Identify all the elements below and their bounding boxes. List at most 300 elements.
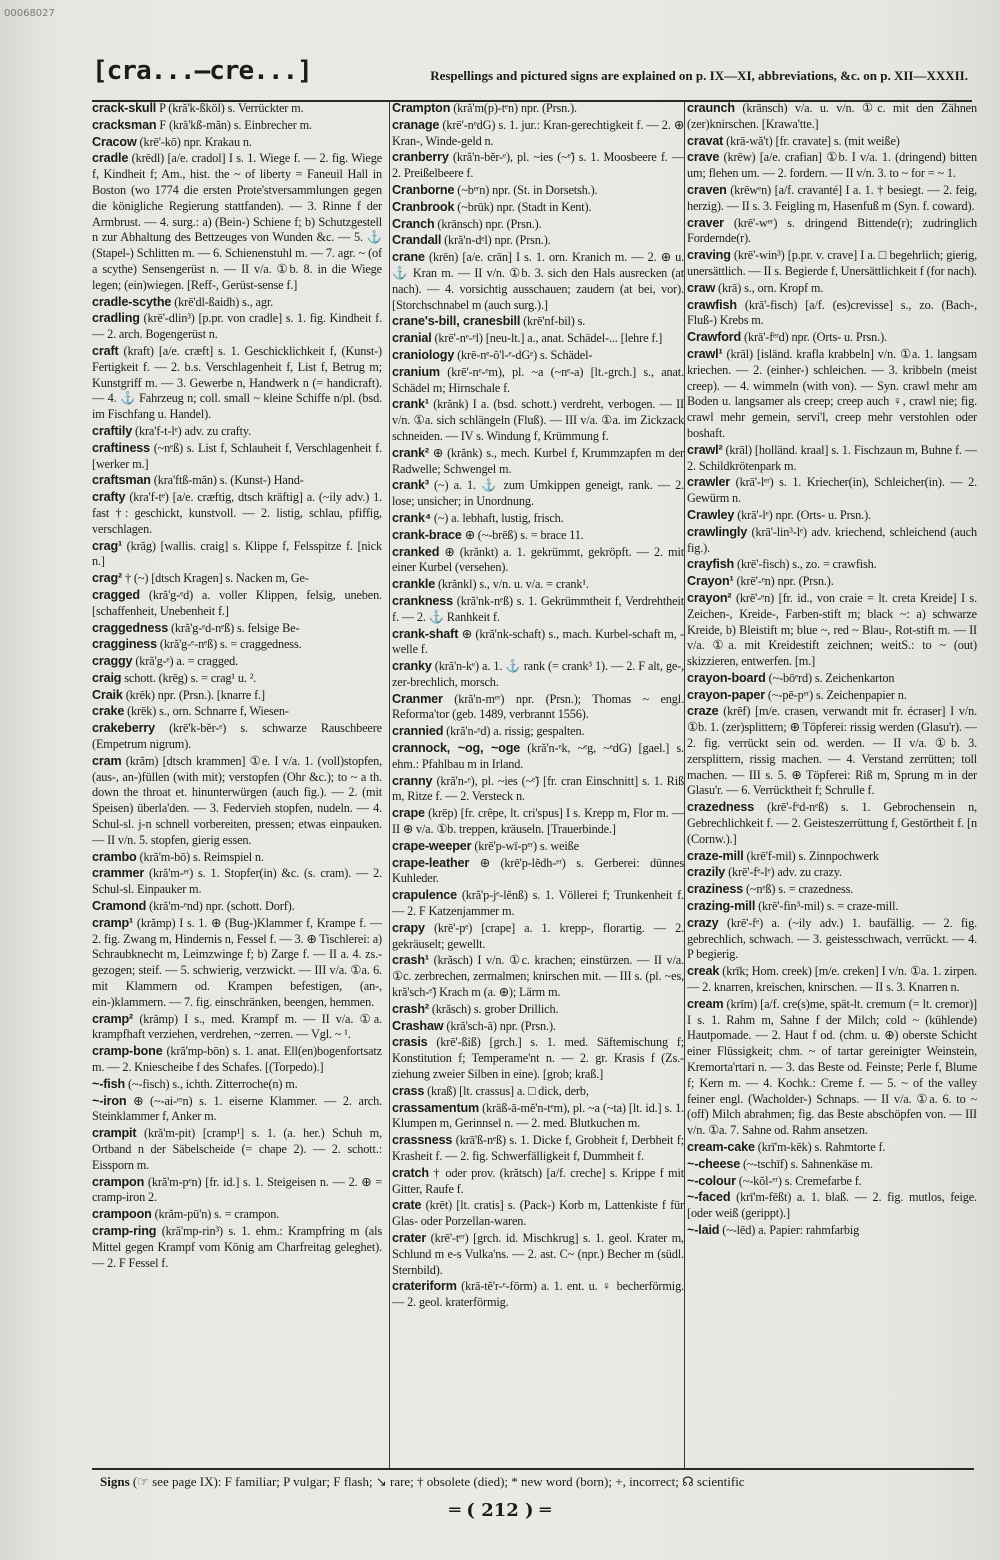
- dictionary-entry: [687, 474, 977, 507]
- entry-definition: ⊕ (kră'nk-schaft) s., mach. Kurbel-schaft m, -welle f.: [392, 626, 684, 657]
- entry-definition: (krēk) s., orn. Schnarre f, Wiesen-: [124, 704, 289, 719]
- entry-definition: (~bᵉʳn) npr. (St. in Dorsetsh.).: [454, 182, 598, 197]
- entry-headword: cramp²: [92, 1011, 134, 1026]
- entry-headword: crannied: [392, 724, 444, 739]
- dictionary-entry: [392, 182, 684, 199]
- dictionary-entry: [392, 347, 684, 364]
- entry-definition: (krānsch) npr. (Prsn.).: [434, 216, 542, 231]
- entry-headword: crag¹: [92, 538, 123, 553]
- entry-headword: cranberry: [392, 150, 449, 165]
- entry-headword: Crayon¹: [687, 574, 734, 589]
- signs-text: (☞ see page IX): F familiar; P vulgar; F flash; ↘ rare; † obsolete (died); * new word (born); +, incorrect; ☊ scientific: [132, 1474, 745, 1489]
- entry-definition: (krā) s., orn. Kropf m.: [715, 280, 824, 295]
- entry-headword: Crampton: [392, 101, 451, 115]
- header-note: Respellings and pictured signs are explained on p. IX—XI, abbreviations, &c. on p. XII—XXXII.: [430, 68, 968, 83]
- entry-headword: Crandall: [392, 233, 442, 248]
- dictionary-entry: [392, 396, 684, 444]
- entry-definition: (kră'g-ᵉ-nᵉß) s. = craggedness.: [157, 637, 302, 652]
- dictionary-entry: [92, 294, 382, 311]
- dictionary-entry: [687, 182, 977, 215]
- entry-headword: cragged: [92, 587, 140, 602]
- dictionary-entry: [392, 952, 684, 1000]
- entry-definition: (krē'-fin³-mil) s. = craze-mill.: [755, 899, 899, 914]
- dictionary-entry: [687, 215, 977, 248]
- entry-definition: (kră'mp-bōn) s. 1. anat. Ell(en)bogenfortsatz m. — 2. Kniescheibe f des Schafes. [(Torpedo).]: [92, 1044, 382, 1075]
- entry-definition: (krē'-fᵉd-nᵉß) s. 1. Gebrochensein n, Gebrechlichkeit f. — 2. Geisteszerrüttung f, Gestörtheit f. [n (Cornw.).]: [687, 800, 977, 846]
- entry-definition: (krē'-fᵉ) a. (~ily adv.) 1. baufällig. — 2. fig. gebrechlich, schwach. — 3. geistesschwach, verrückt. — 4. P begierig.: [687, 915, 977, 962]
- entry-definition: (~brūk) npr. (Stadt in Kent).: [454, 199, 592, 214]
- entry-definition: ⊕ (krănk) s., mech. Kurbel f, Krummzapfen m der Radwelle; Schwengel m.: [392, 445, 684, 476]
- entry-definition: (krē'dl-ßaidh) s., agr.: [171, 294, 274, 309]
- entry-definition: (krē'f-mil) s. Zinnpochwerk: [743, 848, 879, 863]
- dictionary-entry: [687, 247, 977, 280]
- entry-definition: (krē'-ßiß) [grch.] s. 1. med. Säftemischung f; Konstitution f; Temperame'nt n. — 2. gr. Krasis f (Zs.-ziehung zweier Silben in eine). [grob; kraß.]: [392, 1035, 684, 1082]
- dictionary-entry: [92, 620, 382, 637]
- dictionary-entry: [392, 1083, 684, 1100]
- entry-definition: (krēn) [a/e. crān] I s. 1. orn. Kranich m. — 2. ⊕ u. ⚓ Kran m. — II v/n. ①b. 3. sich den Hals ausrecken (at nach). — 4. vorsichtig ausschauen; zaudern (at bei, vor). [Storchschnabel m (auch surg.).]: [392, 250, 684, 312]
- entry-definition: (krā'ß-nᵉß) s. 1. Dicke f, Grobheit f, Derbheit f; Krasheit f. — 2. fig. Schwerfälligkeit f, Dummheit f.: [392, 1133, 684, 1163]
- entry-headword: cram: [92, 753, 122, 768]
- dictionary-entry: [92, 423, 382, 440]
- entry-definition: (krā-tĕ'r-ᵉ-fōrm) a. 1. ent. u. ♀ becherförmig. — 2. geol. kraterförmig.: [392, 1279, 684, 1310]
- entry-headword: cranky: [392, 659, 432, 674]
- dictionary-entry: [687, 524, 977, 557]
- dictionary-entry: [687, 507, 977, 524]
- entry-headword: crazing-mill: [687, 899, 756, 914]
- dictionary-entry: [92, 1223, 382, 1271]
- dictionary-entry: [392, 1001, 684, 1018]
- dictionary-entry: [687, 996, 977, 1139]
- entry-headword: crash¹: [392, 953, 429, 968]
- entry-definition: (kră'n-dᵉl) npr. (Prsn.).: [441, 233, 551, 248]
- entry-definition: (krē'-ᵉn) npr. (Prsn.).: [733, 574, 834, 589]
- entry-headword: cramp¹: [92, 915, 134, 930]
- dictionary-entry: [92, 636, 382, 653]
- dictionary-entry: [392, 445, 684, 478]
- dictionary-entry: [392, 117, 684, 150]
- entry-definition: (krēf) [m/e. crasen, verwandt mit fr. écraser] I v/n. ①b. 1. (zer)splittern; ⊕ Töpferei: rissig werden (Glasu'r). — 2. fig. verrückt sein od. werden. — II v/a. ①b. 3. zersplittern, rissig machen. — 4. Verstand zerrütten; toll machen. — III s. 5. ⊕ Töpferei: Riß m, Sprung m in der Glasu'r. — 6. Verrücktheit f; Schrulle f.: [687, 704, 977, 798]
- dictionary-entry: [92, 720, 382, 753]
- entry-headword: crassness: [392, 1133, 453, 1148]
- entry-definition: (krē'-dlin³) [p.pr. von cradle] s. 1. fig. Kindheit f. — 2. arch. Bogengerüst n.: [92, 311, 382, 342]
- dictionary-entry: [92, 150, 382, 293]
- entry-headword: crazily: [687, 865, 726, 880]
- entry-definition: (krēw) [a/e. crafian] ①b. I v/a. 1. (dringend) bitten um; flehen um. — 2. fordern. — II v/n. 3. to ~ for = ~ 1.: [687, 150, 977, 181]
- dictionary-entry: [392, 691, 684, 724]
- dictionary-entry: [392, 249, 684, 313]
- entry-definition: (krī'm-fēßt) a. 1. blaß. — 2. fig. mutlos, feige. [oder weiß (gerippt).]: [687, 1190, 977, 1221]
- entry-definition: (krā'-lin³-lᵉ) adv. kriechend, schleichend (auch fig.).: [687, 524, 977, 555]
- dictionary-entry: [92, 670, 382, 687]
- entry-headword: creak: [687, 964, 720, 979]
- entry-headword: crammer: [92, 866, 145, 881]
- dictionary-entry: [392, 232, 684, 249]
- entry-headword: Crashaw: [392, 1018, 444, 1033]
- dictionary-entry: [92, 489, 382, 537]
- entry-definition: (~-fisch) s., ichth. Zitterroche(n) m.: [125, 1076, 298, 1091]
- entry-headword: cravat: [687, 133, 724, 148]
- dictionary-entry: [687, 133, 977, 150]
- signs-label: Signs: [100, 1474, 130, 1489]
- dictionary-entry: [392, 313, 684, 330]
- entry-headword: cracksman: [92, 117, 157, 132]
- entry-headword: craven: [687, 182, 727, 197]
- entry-definition: (krē'p-wī-pᵉʳ) s. weiße: [471, 838, 579, 853]
- dictionary-entry: [687, 915, 977, 963]
- entry-headword: cranium: [392, 364, 440, 379]
- entry-headword: Cranch: [392, 216, 435, 231]
- dictionary-entry: [392, 740, 684, 773]
- dictionary-entry: [687, 556, 977, 573]
- entry-definition: † oder prov. (krătsch) [a/f. creche] s. Krippe f mit Gitter, Raufe f.: [392, 1165, 684, 1196]
- dictionary-entry: [392, 1132, 684, 1165]
- entry-headword: crag²: [92, 571, 123, 586]
- entry-headword: crasis: [392, 1035, 428, 1050]
- entry-definition: (kră'n-kᵉ) a. 1. ⚓ rank (= crank³ 1). — 2. F alt, ge-, zer-brechlich, morsch.: [392, 659, 684, 689]
- entry-definition: (~nᵉß) s. List f, Schlauheit f, Verschlagenheit f. [werker m.]: [92, 440, 382, 471]
- entry-definition: (krăg) [wallis. craig] s. Klippe f, Felsspitze f. [nick n.]: [92, 538, 382, 569]
- entry-headword: crampit: [92, 1126, 137, 1141]
- entry-definition: (kră'm-pᵉn) [fr. id.] s. 1. Steigeisen n. — 2. ⊕ = cramp-iron 2.: [92, 1174, 382, 1205]
- entry-definition: (krā'-lᵉʳ) s. 1. Kriecher(in), Schleicher(in). — 2. Gewürm n.: [687, 475, 977, 506]
- dictionary-entry: [92, 703, 382, 720]
- entry-headword: cranial: [392, 331, 432, 346]
- entry-definition: (krāl) [holländ. kraal] s. 1. Fischzaun m, Buhne f. — 2. Schildkrötenpark m.: [687, 442, 977, 473]
- entry-headword: crazedness: [687, 800, 755, 815]
- entry-headword: ~-fish: [92, 1076, 126, 1091]
- entry-headword: crake: [92, 704, 125, 719]
- entry-headword: ~-cheese: [687, 1156, 741, 1171]
- entry-definition: (~-pē-pᵉʳ) s. Zeichenpapier n.: [765, 687, 907, 702]
- dictionary-entry: [92, 1206, 382, 1223]
- signs-legend: [100, 1474, 974, 1490]
- dictionary-entry: [392, 1197, 684, 1230]
- dictionary-entry: [92, 898, 382, 915]
- entry-headword: crane's-bill, cranesbill: [392, 314, 521, 329]
- dictionary-entry: [92, 472, 382, 489]
- entry-headword: crankness: [392, 593, 453, 608]
- dictionary-entry: [687, 297, 977, 330]
- entry-definition: (kră'g-ᵉd-nᵉß) s. felsige Be-: [168, 620, 300, 635]
- entry-definition: (~) a. 1. ⚓ zum Umkippen geneigt, rank. — 2. lose; unsicher; in Unordnung.: [392, 478, 684, 509]
- entry-definition: ⊕ (~-ai-ᵉʳn) s. 1. eiserne Klammer. — 2. arch. Steinklammer f, Anker m.: [92, 1093, 382, 1124]
- entry-headword: crack-skull: [92, 101, 157, 115]
- entry-definition: (kră'n-ᵉk, ~ᵉg, ~ᵉdG) [gael.] s. ehm.: Pfahlbau m in Irland.: [392, 741, 684, 771]
- entry-headword: Crawford: [687, 330, 742, 345]
- entry-headword: craftily: [92, 423, 133, 438]
- entry-headword: craze-mill: [687, 848, 744, 863]
- entry-headword: crapy: [392, 920, 425, 935]
- entry-headword: crank¹: [392, 397, 429, 412]
- dictionary-entry: [687, 149, 977, 182]
- dictionary-entry: [92, 915, 382, 1011]
- entry-definition: (krāl) [isländ. krafla krabbeln] v/n. ①a. 1. langsam kriechen. — 2. (einher-) schleichen. — 3. kribbeln (meist creep). — 4. wimmeln (with von). — Syn. crawl mehr am Boden u. langsamer als creep; creep auch ♀, crawl nie; fig. crawl mehr gemein, servi'l, creep mehr verstohlen oder boshaft.: [687, 346, 977, 440]
- dictionary-entry: [392, 100, 684, 117]
- entry-headword: crayon²: [687, 590, 732, 605]
- dictionary-entry: [392, 364, 684, 397]
- entry-definition: (krē'-nᵉ-ᵉl) [neu-lt.] a., anat. Schädel-... [lehre f.]: [431, 331, 663, 346]
- dictionary-entry: [392, 149, 684, 182]
- dictionary-entry: [92, 687, 382, 704]
- entry-headword: Cramond: [92, 899, 147, 914]
- dictionary-entry: [392, 1230, 684, 1278]
- dictionary-entry: [392, 330, 684, 347]
- dictionary-entry: [392, 773, 684, 806]
- entry-definition: (krămp) I s., med. Krampf m. — II v/a. ①a. krampfhaft verziehen, verdrehen, ~zerren. — Vgl. ~ ¹.: [92, 1011, 382, 1042]
- entry-definition: (kră'nk-nᵉß) s. 1. Gekrümmtheit f, Verdrehtheit f. — 2. ⚓ Ranhkeit f.: [392, 593, 684, 624]
- dictionary-entry: [392, 1034, 684, 1082]
- entry-headword: crampon: [92, 1174, 145, 1189]
- entry-definition: (~-bōᵉrd) s. Zeichenkarton: [765, 670, 895, 685]
- entry-headword: cradle-scythe: [92, 294, 172, 309]
- dictionary-entry: [687, 1222, 977, 1239]
- dictionary-entry: [687, 799, 977, 847]
- entry-headword: crape: [392, 806, 425, 821]
- entry-headword: Crawley: [687, 507, 735, 522]
- entry-definition: (krămp) I s. 1. ⊕ (Bug-)Klammer f, Krampe f. — 2. fig. Zwang m, Hindernis n, Fessel f. — 3. ⊕ Tischlerei: a) Schraubknecht m, Leimzwinge f; b) Zarge f. — II a. 4. zs.-gezogen; steif. — 5. schwierig, verzwickt. — III v/a. ①a. 6. mit Klammern od. Krampen befestigen, (an-, ein-)klammern. — 7. fig. einschränken, beengen, hemmen.: [92, 915, 382, 1009]
- dictionary-entry: [687, 100, 977, 133]
- entry-definition: P (kră'k-ßköl) s. Verrückter m.: [156, 101, 304, 115]
- entry-headword: Cranmer: [392, 691, 443, 706]
- entry-headword: crawfish: [687, 297, 737, 312]
- entry-definition: (kră'n-mᵉʳ) npr. (Prsn.); Thomas ~ engl. Reforma'tor (geb. 1489, verbrannt 1556).: [392, 691, 684, 722]
- entry-definition: (kră'm-ᵉʳ) s. 1. Stopfer(in) &c. (s. cram). — 2. Schul-sl. Einpauker m.: [92, 866, 382, 897]
- column-1: [92, 100, 382, 1468]
- dictionary-entry: [687, 590, 977, 670]
- entry-definition: (krā-wă't) [fr. cravate] s. (mit weiße): [723, 133, 900, 148]
- entry-headword: cream: [687, 996, 724, 1011]
- page-number: ═ ( 212 ) ═: [449, 1500, 551, 1521]
- dictionary-entry: [92, 117, 382, 134]
- dictionary-entry: [392, 1165, 684, 1198]
- entry-headword: cragginess: [92, 637, 157, 652]
- entry-definition: (kraft) [a/e. cræft] s. 1. Geschicklichkeit f, (Kunst-) Fertigkeit f. — 2. b.s. Verschlagenheit f, List f, Betrug m; Kunstgriff m. — 3. Gewerbe n, Handwerk n (= handicraft). — 4. ⚓ Fahrzeug n; coll. small ~ kleine Schiffe n/pl. (bsd. im Fischfang u. Handel).: [92, 343, 382, 422]
- dictionary-entry: [392, 1100, 684, 1133]
- dictionary-entry: [687, 670, 977, 687]
- dictionary-entry: [687, 963, 977, 996]
- entry-definition: (kra'ftß-măn) s. (Kunst-) Hand-: [150, 473, 304, 488]
- dictionary-entry: [392, 1278, 684, 1311]
- entry-definition: (kraß) [lt. crassus] a. □ dick, derb,: [424, 1083, 589, 1098]
- entry-definition: (krēp) [fr. crêpe, lt. cri'spus] I s. Krepp m, Flor m. — II ⊕ v/a. ①b. treppen, kräuseln. [Trauerbinde.]: [392, 806, 684, 837]
- entry-definition: (krēk) npr. (Prsn.). [knarre f.]: [122, 687, 265, 702]
- dictionary-entry: [392, 723, 684, 740]
- dictionary-entry: [687, 848, 977, 865]
- entry-definition: (krē'-tᵉʳ) [grch. id. Mischkrug] s. 1. geol. Krater m, Schlund m e-s Vulka'ns. — 2. ast. C~ (npr.) Becher m (südl. Sternbild).: [392, 1230, 684, 1277]
- entry-headword: crash²: [392, 1001, 429, 1016]
- entry-definition: (krā'-fᵉʳd) npr. (Orts- u. Prsn.).: [741, 330, 887, 345]
- entry-definition: (kră'm-ᵉnd) npr. (schott. Dorf).: [146, 899, 295, 914]
- dictionary-entry: [687, 1139, 977, 1156]
- dictionary-entry: [92, 343, 382, 423]
- entry-definition: (krē'-fisch) s., zo. = crawfish.: [734, 557, 877, 572]
- dictionary-entry: [92, 865, 382, 898]
- entry-definition: (krīm) [a/f. cre(s)me, spät-lt. cremum (= lt. cremor)] I s. 1. Rahm m, Sahne f der Milch; cold ~ (kühlende) Hautpomade. — 2. Haut f od. (chm. u. ⊕) oberste Schicht einer Flüssigkeit; chm. ~ of tartar gereinigter Weinstein, Kremorta'rtari n. — 3. das Beste od. Feinste; Perle f, Blume f; Kern m. — 4. Kochk.: Creme f. — 5. ~ of the valley feiner engl. (Wacholder-) Schnaps. — II v/a. ①a. 6. to ~ (off) Milch abrahmen; fig. das Beste abschöpfen von. — III v/n. ①a. 7. Sahne od. Rahm ansetzen.: [687, 996, 977, 1138]
- dictionary-entry: [687, 703, 977, 799]
- header-range: [cra...—cre...]: [92, 56, 312, 86]
- entry-definition: (krīk; Hom. creek) [m/e. creken] I v/n. ①a. 1. zirpen. — 2. knarren, kreischen, knirschen. — II s. 3. Knarren n.: [687, 964, 977, 995]
- entry-headword: ~-laid: [687, 1222, 720, 1237]
- entry-definition: (krānsch) v/a. u. v/n. ①c. mit den Zähnen (zer)knirschen. [Krawa'tte.]: [687, 101, 977, 131]
- entry-definition: (krēwᵉn) [a/f. cravanté] I a. 1. † besiegt. — 2. feig, herzig). — II s. 3. Feigling m, Hasenfuß m (Syn. f. coward).: [687, 182, 977, 213]
- entry-definition: (kră'm(p)-tᵉn) npr. (Prsn.).: [450, 101, 577, 115]
- dictionary-entry: [687, 898, 977, 915]
- dictionary-entry: [392, 805, 684, 838]
- entry-definition: (~-kŏl-ᵉʳ) s. Cremefarbe f.: [735, 1173, 862, 1188]
- entry-headword: cream-cake: [687, 1140, 755, 1154]
- entry-headword: crayfish: [687, 557, 735, 572]
- entry-definition: (kră'm-bō) s. Reimspiel n.: [136, 849, 264, 864]
- dictionary-entry: [687, 687, 977, 704]
- entry-definition: (krēt) [lt. cratis] s. (Pack-) Korb m, Lattenkiste f für Glas- oder Porzellan-waren.: [392, 1198, 684, 1229]
- entry-headword: crayon-board: [687, 670, 766, 685]
- entry-definition: ⊕ (~-brēß) s. = brace 11.: [461, 527, 584, 542]
- dictionary-entry: [687, 1173, 977, 1190]
- entry-headword: craziness: [687, 882, 744, 897]
- page-header: [92, 52, 972, 102]
- entry-headword: craver: [687, 215, 724, 230]
- dictionary-entry: [92, 587, 382, 620]
- dictionary-entry: [92, 1011, 382, 1044]
- entry-headword: ~-colour: [687, 1173, 736, 1188]
- entry-definition: F (kră'kß-măn) s. Einbrecher m.: [156, 117, 312, 132]
- dictionary-entry: [687, 346, 977, 442]
- entry-headword: crannock, ~og, ~oge: [392, 741, 521, 756]
- entry-headword: cranage: [392, 117, 440, 132]
- column-2: [389, 100, 684, 1468]
- entry-definition: (~nᵉß) s. = crazedness.: [743, 882, 854, 897]
- entry-definition: (krē'-win³) [p.pr. v. crave] I a. □ begehrlich; gierig, unersättlich. — II s. Begierde f, Unersättlichkeit f (for nach).: [687, 248, 977, 278]
- entry-definition: † (~) [dtsch Kragen] s. Nacken m, Ge-: [122, 571, 309, 586]
- entry-definition: (kră'sch-ā) npr. (Prsn.).: [443, 1018, 556, 1033]
- entry-headword: crank²: [392, 445, 429, 460]
- entry-headword: craw: [687, 280, 716, 295]
- entry-definition: (~) a. lebhaft, lustig, frisch.: [430, 510, 564, 525]
- dictionary-entry: [392, 1018, 684, 1035]
- dictionary-entry: [392, 658, 684, 691]
- entry-definition: (~-tschīf) s. Sahnenkäse m.: [740, 1156, 873, 1171]
- entry-headword: Cracow: [92, 134, 137, 149]
- dictionary-entry: [392, 855, 684, 888]
- entry-headword: craving: [687, 248, 731, 263]
- entry-headword: crane: [392, 250, 425, 265]
- dictionary-entry: [92, 538, 382, 571]
- entry-headword: craig: [92, 670, 122, 685]
- entry-headword: crafty: [92, 490, 126, 505]
- entry-definition: ⊕ (krănkt) a. 1. gekrümmt, gekröpft. — 2. mit einer Kurbel (versehen).: [392, 544, 684, 575]
- entry-headword: crawl¹: [687, 346, 723, 361]
- dictionary-entry: [92, 100, 382, 117]
- dictionary-entry: [687, 1156, 977, 1173]
- footer-rule: [92, 1468, 974, 1470]
- entry-headword: crank-brace: [392, 527, 462, 542]
- entry-headword: ~-iron: [92, 1093, 127, 1108]
- dictionary-entry: [392, 626, 684, 659]
- dictionary-entry: [92, 653, 382, 670]
- dictionary-entry: [687, 280, 977, 297]
- entry-definition: (krē'-pᵉ) [crape] a. 1. krepp-, florartig. — 2. gekräuselt; gewellt.: [392, 920, 684, 951]
- entry-definition: (krē'-nᵉdG) s. 1. jur.: Kran-gerechtigkeit f. — 2. ⊕ Kran-, Winde-geld n.: [392, 117, 684, 148]
- entry-headword: craftsman: [92, 473, 151, 488]
- dictionary-entry: [687, 881, 977, 898]
- entry-definition: (kräß-ā-mĕ'n-tᵉm), pl. ~a (~ta) [lt. id.] s. 1. Klumpen m, Gerinnsel n. — 2. med. Blutkuchen m.: [392, 1100, 684, 1131]
- entry-headword: crawler: [687, 475, 731, 490]
- dictionary-entry: [392, 920, 684, 953]
- entry-headword: cranny: [392, 773, 433, 788]
- dictionary-entry: [92, 570, 382, 587]
- entry-definition: (kră'n-ᵉ), pl. ~ies (~ᵉ̃) [fr. cran Einschnitt] s. 1. Riß m, Ritze f. — 2. Versteck n.: [392, 773, 684, 804]
- entry-headword: crankle: [392, 577, 436, 592]
- entry-definition: (krănk) I a. (bsd. schott.) verdreht, verbogen. — II v/n. ①a. sich schlängeln (Fluß). — III v/a. ①a. im Zickzack schneiden. — IV s. Windung f, Krümmung f.: [392, 397, 684, 443]
- entry-definition: (krē'nf-bil) s.: [520, 314, 586, 329]
- dictionary-entry: [687, 573, 977, 590]
- entry-definition: (kră'g-ᵉd) a. voller Klippen, felsig, uneben. [schaffenheit, Unebenheit f.]: [92, 587, 382, 618]
- dictionary-entry: [92, 1125, 382, 1173]
- dictionary-entry: [687, 1189, 977, 1222]
- entry-headword: crate: [392, 1198, 422, 1213]
- dictionary-entry: [392, 527, 684, 544]
- dictionary-entry: [687, 864, 977, 881]
- entry-headword: crassamentum: [392, 1100, 480, 1115]
- entry-headword: crass: [392, 1083, 425, 1098]
- entry-headword: craze: [687, 704, 719, 719]
- entry-definition: (krăsch) s. grober Drillich.: [428, 1001, 559, 1016]
- entry-headword: crayon-paper: [687, 687, 765, 702]
- entry-definition: (krē-nᵉ-ŏ'l-ᵉ-dGᵉ) s. Schädel-: [454, 347, 593, 362]
- entry-definition: schott. (krēg) s. = crag¹ u. ².: [121, 670, 257, 685]
- entry-headword: ~-faced: [687, 1190, 731, 1205]
- entry-headword: crape-weeper: [392, 838, 472, 853]
- entry-definition: (kră'n-ᵉd) a. rissig; gespalten.: [443, 724, 585, 739]
- entry-definition: (krā'-fisch) [a/f. (es)crevisse] s., zo. (Bach-, Fluß-) Krebs m.: [687, 297, 977, 328]
- entry-definition: (krē'-wᵉʳ) s. dringend Bittende(r); zudringlich Fordernde(r).: [687, 215, 977, 246]
- entry-definition: (krē'k-bĕr-ᵉ) s. schwarze Rauschbeere (Empetrum nigrum).: [92, 721, 382, 752]
- entry-columns: [92, 100, 977, 1468]
- entry-headword: Cranbrook: [392, 199, 455, 214]
- entry-headword: craggy: [92, 654, 133, 669]
- dictionary-entry: [92, 849, 382, 866]
- entry-definition: (kră'mp-rin³) s. 1. ehm.: Krampfring m (als Mittel gegen Krampf vom König am Charfreitag geleghet). — 2. F Fessel f.: [92, 1223, 382, 1270]
- entry-definition: (krē'-kō) npr. Krakau n.: [136, 134, 252, 149]
- entry-definition: (kră'm-pit) [cramp¹] s. 1. (a. her.) Schuh m, Ortband n der Säbelscheide (= chape 2). — 2. schott.: Eissporn m.: [92, 1126, 382, 1172]
- entry-headword: cradle: [92, 151, 129, 166]
- dictionary-entry: [392, 593, 684, 626]
- entry-definition: (~-lēd) a. Papier: rahmfarbig: [719, 1222, 860, 1237]
- entry-definition: (krēdl) [a/e. cradol] I s. 1. Wiege f. — 2. fig. Wiege f, Kindheit f; Am., hist. the ~ of liberty = Faneuil Hall in Boston (wo 1774 die ersten Prote'stversammlungen gegen die königliche Regierung stattfanden). — 3. Rinne f der Armbrust. — 4. surg.: a) (Bein-) Schiene f; b) Schutzgestell n zur Abhaltung des Bettzeuges von Wunden &c. — 5. ⚓ (Stapel-) Schlitten m. — 6. Schienenstuhl m. — 7. agr. ~ (of a scythe) Sensengerüst n. — II v/a. ①b. 8. in die Wiege legen; (ein)wiegen. [Reff-, Gerüst-sense f.]: [92, 151, 382, 292]
- entry-headword: cramp-bone: [92, 1044, 163, 1059]
- entry-definition: (krā'-lᵉ) npr. (Orts- u. Prsn.).: [734, 507, 871, 522]
- entry-headword: craggedness: [92, 620, 169, 635]
- dictionary-entry: [92, 134, 382, 151]
- entry-headword: crater: [392, 1230, 427, 1245]
- entry-headword: crampoon: [92, 1207, 152, 1222]
- dictionary-entry: [92, 440, 382, 473]
- entry-headword: Craik: [92, 687, 123, 702]
- dictionary-entry: [92, 1076, 382, 1093]
- dictionary-entry: [687, 329, 977, 346]
- entry-headword: crawl²: [687, 442, 723, 457]
- entry-headword: crazy: [687, 915, 719, 930]
- entry-headword: crateriform: [392, 1279, 457, 1294]
- dictionary-entry: [92, 310, 382, 343]
- entry-headword: crank⁴: [392, 510, 431, 525]
- entry-definition: (krē'-nᵉ-ᵉm), pl. ~a (~nᵉ-a) [lt.-grch.] s., anat. Schädel m; Hirnschale f.: [392, 364, 684, 395]
- entry-definition: (krī'm-kēk) s. Rahmtorte f.: [754, 1140, 886, 1154]
- entry-headword: crave: [687, 150, 720, 165]
- entry-definition: (krăm) [dtsch krammen] ①e. I v/a. 1. (voll)stopfen, (aus-, an-)füllen (with mit); verstopfen (Ohr &c.); to ~ a th. down the throat et. hinunterwürgen (auch fig.). — 2. (mit Speisen) überla'den. — 3. Federvieh stopfen, nudeln. — 4. Schul-sl. j-n schnell vorbereiten, pressen; etwas einpauken. — II v/n. 5. stopfen, gierig essen.: [92, 753, 382, 847]
- entry-definition: (kră'n-bĕr-ᵉ), pl. ~ies (~ᵉ̃) s. 1. Moosbeere f. — 2. Preißelbeere f.: [392, 150, 684, 181]
- column-3: [684, 100, 977, 1468]
